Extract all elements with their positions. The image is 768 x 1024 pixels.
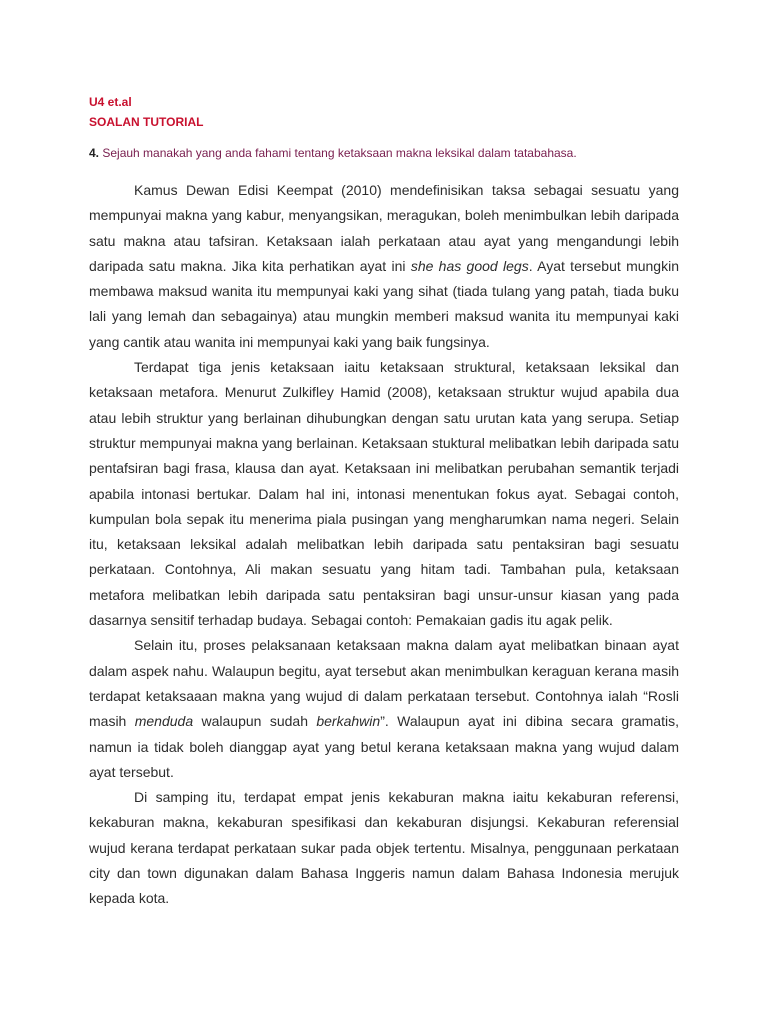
answer-body: [89, 178, 679, 912]
paragraph-3-text-c: ”. Walaupun ayat ini dibina secara gramatis, namun ia tidak boleh dianggap ayat yang betul kerana ketaksaan makna yang wujud dalam ayat tersebut.: [89, 713, 679, 780]
paragraph-1-text-a: Kamus Dewan Edisi Keempat (2010) mendefinisikan taksa sebagai sesuatu yang mempunyai makna yang kabur, menyangsikan, meragukan, boleh menimbulkan lebih daripada satu makna atau tafsiran. Ketaksaan ialah perkataan atau ayat yang mengandungi lebih daripada satu makna. Jika kita perhatikan ayat ini: [89, 182, 679, 274]
paragraph-3-italic-menduda: menduda: [134, 713, 194, 730]
paragraph-3-italic-berkahwin: berkahwin: [316, 713, 381, 730]
document-title: SOALAN TUTORIAL: [89, 115, 204, 129]
group-label: U4 et.al: [89, 95, 132, 109]
paragraph-1: [89, 178, 679, 355]
tutorial-question: [89, 145, 689, 161]
document-header: [89, 92, 203, 132]
paragraph-2: Terdapat tiga jenis ketaksaan iaitu ketaksaan struktural, ketaksaan leksikal dan ketaksaan metafora. Menurut Zulkifley Hamid (2008), ketaksaan struktur wujud apabila dua atau lebih struktur yang berlainan dihubungkan dengan satu urutan kata yang serupa. Setiap struktur mempunyai makna yang berlainan. Ketaksaan stuktural melibatkan lebih daripada satu pentafsiran bagi frasa, klausa dan ayat. Ketaksaan ini melibatkan perubahan semantik terjadi apabila intonasi bertukar. Dalam hal ini, intonasi menentukan fokus ayat. Sebagai contoh, kumpulan bola sepak itu menerima piala pusingan yang mengharumkan nama negeri. Selain itu, ketaksaan leksikal adalah melibatkan lebih daripada satu pentaksiran bagi sesuatu perkataan. Contohnya, Ali makan sesuatu yang hitam tadi. Tambahan pula, ketaksaan metafora melibatkan lebih daripada satu pentaksiran bagi unsur-unsur kiasan yang pada dasarnya sensitif terhadap budaya. Sebagai contoh: Pemakaian gadis itu agak pelik.: [89, 359, 679, 629]
question-number: 4.: [89, 146, 100, 160]
paragraph-4: Di samping itu, terdapat empat jenis kekaburan makna iaitu kekaburan referensi, kekaburan makna, kekaburan spesifikasi dan kekaburan disjungsi. Kekaburan referensial wujud kerana terdapat perkataan sukar pada objek tertentu. Misalnya, penggunaan perkataan city dan town digunakan dalam Bahasa Inggeris namun dalam Bahasa Indonesia merujuk kepada kota.: [89, 789, 679, 907]
paragraph-3: [89, 633, 679, 785]
paragraph-3-text-b: walaupun sudah: [193, 713, 317, 730]
paragraph-1-example-italic: she has good legs: [410, 257, 529, 274]
question-text: Sejauh manakah yang anda fahami tentang ketaksaan makna leksikal dalam tatabahasa.: [102, 146, 577, 160]
paragraph-3-text-a: Selain itu, proses pelaksanaan ketaksaan makna dalam ayat melibatkan binaan ayat dalam aspek nahu. Walaupun begitu, ayat tersebut akan menimbulkan keraguan kerana masih terdapat ketaksaaan makna yang wujud di dalam perkataan tersebut. Contohnya ialah “Rosli masih: [89, 637, 679, 730]
paragraph-1-text-b: . Ayat tersebut mungkin membawa maksud wanita itu mempunyai kaki yang sihat (tiada tulang yang patah, tiada buku lali yang lemah dan sebagainya) atau mungkin memberi maksud wanita itu mempunyai kaki yang cantik atau wanita ini mempunyai kaki yang baik fungsinya.: [89, 257, 679, 350]
